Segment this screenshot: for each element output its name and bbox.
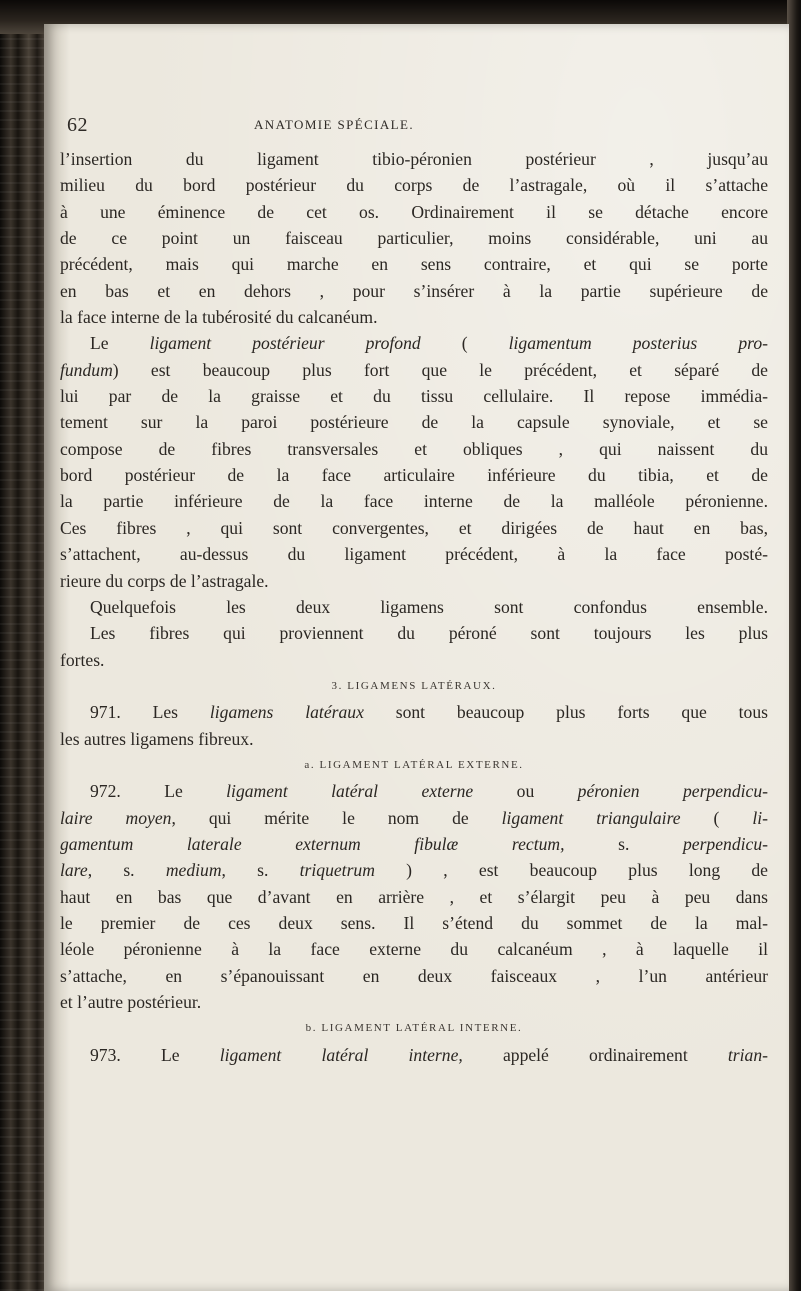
text-fragment: ( [420, 333, 509, 354]
italic-term: péronien perpendicu- [577, 781, 768, 802]
italic-term: lare [60, 860, 88, 881]
text-line [60, 857, 768, 883]
text-fragment: , s. [221, 860, 300, 881]
text-line [60, 831, 768, 857]
text-line: haut en bas que d’avant en arrière , et s’élargit peu à peu dans [60, 886, 768, 907]
text-line [60, 330, 768, 356]
text-line: compose de fibres transversales et obliques , qui naissent du [60, 438, 768, 459]
italic-term: perpendicu- [682, 833, 768, 854]
italic-term: fundum [60, 359, 113, 380]
text-fragment: 971. Les [90, 702, 210, 723]
text-line: en bas et en dehors , pour s’insérer à la partie supérieure de [60, 280, 768, 301]
text-line: la partie inférieure de la face interne de la malléole péronienne. [60, 491, 768, 512]
text-line: Ces fibres , qui sont convergentes, et dirigées de haut en bas, [60, 517, 768, 538]
text-line: de ce point un faisceau particulier, moins considérable, uni au [60, 228, 768, 249]
text-fragment: 973. Le [90, 1044, 220, 1065]
text-fragment: sont beaucoup plus forts que tous [363, 702, 768, 723]
page-header [67, 114, 767, 138]
text-line: bord postérieur de la face articulaire inférieure du tibia, et de [60, 465, 768, 486]
scan-right-edge [787, 0, 801, 1291]
italic-term: laire moyen [60, 807, 172, 828]
italic-term: medium [165, 860, 222, 881]
text-fragment: Le [90, 333, 150, 354]
italic-term: triquetrum [299, 860, 375, 881]
section-heading: a. LIGAMENT LATÉRAL EXTERNE. [304, 758, 524, 771]
italic-term: trian- [727, 1044, 768, 1065]
text-line: la face interne de la tubérosité du calcanéum. [60, 307, 378, 328]
italic-term: ligament triangulaire [501, 807, 681, 828]
text-line [60, 805, 768, 831]
text-fragment: ) est beaucoup plus fort que le précédent, et séparé de [112, 359, 768, 380]
text-fragment: appelé ordinairement [462, 1044, 728, 1065]
text-line: et l’autre postérieur. [60, 992, 202, 1012]
italic-term: ligament latéral externe [226, 781, 474, 802]
italic-term: ligament postérieur profond [149, 333, 421, 354]
text-fragment: s. [618, 833, 683, 854]
page-body-text [60, 146, 768, 1068]
text-fragment: , qui mérite le nom de [171, 807, 502, 828]
text-fragment: ) , est beaucoup plus long de [374, 860, 768, 881]
text-line: à une éminence de cet os. Ordinairement il se détache encore [60, 201, 768, 222]
text-line [60, 699, 768, 725]
text-fragment: ( [680, 807, 753, 828]
italic-term: ligamentum posterius pro- [508, 333, 768, 354]
text-line: fortes. [60, 649, 105, 670]
text-line: s’attachent, au-dessus du ligament précédent, à la face posté- [60, 544, 768, 565]
text-line: rieure du corps de l’astragale. [60, 570, 269, 591]
text-fragment: ou [473, 781, 578, 802]
italic-term: gamentum laterale externum fibulæ rectum, [60, 833, 619, 854]
text-line [60, 778, 768, 804]
text-line: tement sur la paroi postérieure de la capsule synoviale, et se [60, 412, 768, 433]
text-line [60, 357, 768, 383]
italic-term: ligamens latéraux [209, 702, 364, 723]
text-line [60, 1042, 768, 1068]
text-line: l’insertion du ligament tibio-péronien postérieur , jusqu’au [60, 149, 768, 169]
italic-term: li- [752, 807, 769, 828]
section-heading: b. LIGAMENT LATÉRAL INTERNE. [305, 1022, 523, 1035]
running-head: ANATOMIE SPÉCIALE. [254, 117, 415, 132]
text-line: Les fibres qui proviennent du péroné sont toujours les plus [90, 623, 768, 644]
text-line: léole péronienne à la face externe du calcanéum , à laquelle il [60, 939, 768, 960]
italic-term: ligament latéral interne, [219, 1044, 463, 1065]
text-line: les autres ligamens fibreux. [60, 728, 254, 749]
text-fragment: 972. Le [90, 781, 227, 802]
text-line: le premier de ces deux sens. Il s’étend du sommet de la mal- [60, 912, 768, 933]
page-number: 62 [67, 114, 88, 136]
section-heading: 3. LIGAMENS LATÉRAUX. [331, 679, 497, 692]
text-line: milieu du bord postérieur du corps de l’astragale, où il s’attache [60, 175, 768, 196]
text-line: précédent, mais qui marche en sens contraire, et qui se porte [60, 254, 768, 275]
text-line: lui par de la graisse et du tissu cellulaire. Il repose immédia- [60, 386, 768, 407]
text-fragment: , s. [87, 860, 166, 881]
text-line: Quelquefois les deux ligamens sont confondus ensemble. [90, 596, 768, 617]
text-line: s’attache, en s’épanouissant en deux faisceaux , l’un antérieur [60, 965, 768, 986]
